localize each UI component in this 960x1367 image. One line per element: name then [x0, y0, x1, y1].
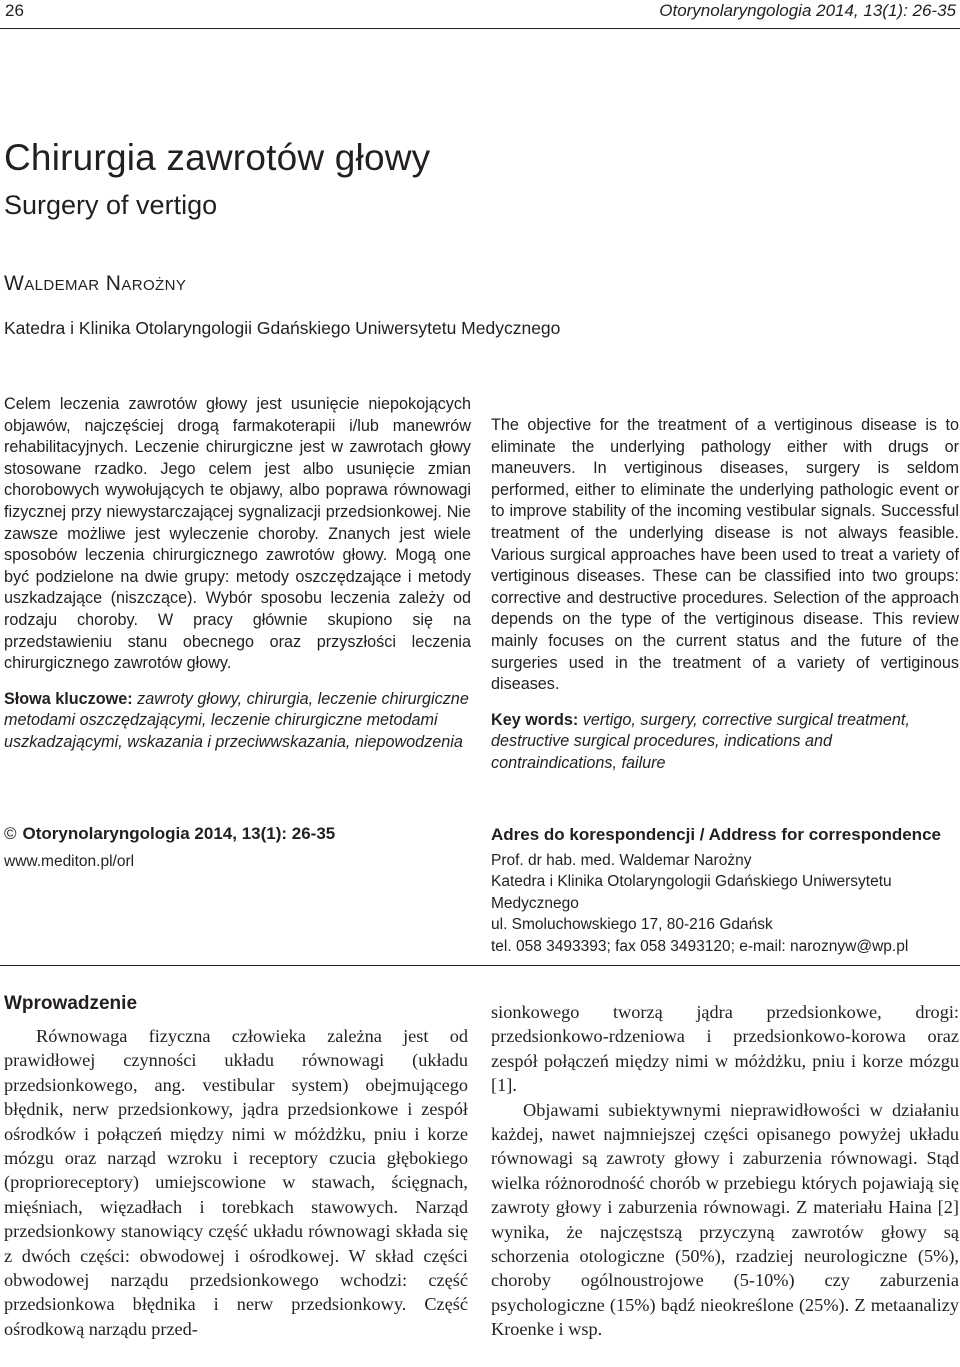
section-divider: [0, 965, 960, 966]
citation-text: Otorynolaryngologia 2014, 13(1): 26-35: [22, 824, 336, 843]
correspondence-name: Prof. dr hab. med. Waldemar Narożny: [491, 851, 752, 869]
introduction-paragraph-1: Równowaga fizyczna człowieka zależna jest od prawidłowej czynności układu równowagi (układu przedsionkowego, ang. vestibular system) obejmującego błędnik, nerw przedsionkowy, jądra przedsionkowe i zespół ośrodków i połączeń między nimi w móżdżku, pniu i korze mózgu oraz narząd wzroku i receptory czucia głębokiego (proprioreceptory) umiejscowione w stawach, ścięgnach, mięśniach, więzadłach i torebkach stawowych. Narząd przedsionkowy stanowiący część układu równowagi składa się z dwóch części: obwodowej i ośrodkowej. W skład części obwodowej narządu przedsionkowego wchodzi: część przedsionkowa błędnika i nerw przedsionkowy. Część ośrodkową narządu przed-: [4, 1026, 468, 1339]
introduction-right-column: [491, 1000, 959, 1342]
introduction-paragraph-2: Objawami subiektywnymi nieprawidłowości w działaniu każdej, nawet najmniejszej części opisanego powyżej układu równowagi są zawroty głowy i zaburzenia równowagi. Stąd wielka różnorodność chorób w przebiegu których pojawiają się zawroty głowy i zaburzenia równowagi. Z materiału Haina [2] wynika, że najczęstszą przyczyną zawrotów głowy są schorzenia otologiczne (50%), rzadziej neurologiczne (5%), choroby ogólnoustrojowe (5-10%) czy zaburzenia psychologiczne (15%) bądź nieokreślone (25%). Z metaanalizy Kroenke i wsp.: [491, 1099, 959, 1340]
keywords-english: [491, 710, 959, 775]
keywords-polish-label: Słowa kluczowe:: [4, 689, 133, 708]
correspondence-institution: Katedra i Klinika Otolaryngologii Gdańskiego Uniwersytetu Medycznego: [491, 873, 892, 912]
keywords-english-text: vertigo, surgery, corrective surgical treatment, destructive surgical procedures, indications and contraindications, failure: [491, 710, 910, 772]
introduction-left-column: [4, 1024, 468, 1341]
citation-block: [4, 824, 474, 871]
keywords-polish-text: zawroty głowy, chirurgia, leczenie chirurgiczne metodami oszczędzającymi, leczenie chirurgiczne metodami uszkadzającymi, wskazania i przeciwwskazania, niepowodzenia: [4, 689, 469, 751]
abstract-english-text: The objective for the treatment of a vertiginous disease is to eliminate the underlying pathology either with drugs or maneuvers. In vertiginous diseases, surgery is seldom performed, either to eliminate the underlying pathologic event or to improve stability of the incoming vestibular signals. Successful treatment of the underlying disease is not always feasible. Various surgical approaches have been used to treat a variety of vertiginous diseases. These can be classified into two groups: corrective and destructive procedures. Selection of the approach depends on the type of the vertiginous disease. This review mainly focuses on the current status and the future of the surgeries used in the treatment of a variety of vertiginous diseases.: [491, 416, 959, 694]
citation-line: [4, 824, 474, 844]
abstract-polish: [4, 394, 471, 754]
correspondence-street: ul. Smoluchowskiego 17, 80-216 Gdańsk: [491, 916, 773, 933]
title-english: Surgery of vertigo: [4, 190, 218, 220]
abstract-english: [491, 415, 959, 775]
keywords-english-label: Key words:: [491, 710, 579, 729]
copyright-icon: ©: [4, 824, 17, 843]
page-number: 26: [5, 1, 24, 20]
keywords-polish: [4, 689, 471, 754]
correspondence-block: [491, 824, 959, 957]
correspondence-contact: tel. 058 3493393; fax 058 3493120; e-mail: naroznyw@wp.pl: [491, 937, 909, 955]
abstract-polish-text: Celem leczenia zawrotów głowy jest usunięcie niepokojących objawów, najczęściej drogą farmakoterapii i/lub manewrów rehabilitacyjnych. Leczenie chirurgiczne jest w zawrotach głowy stosowane rzadko. Jego celem jest albo usunięcie zmian chorobowych wywołujących te objawy, albo poprawa równowagi fizycznej przy niewystarczającej sygnalizacji przedsionkowej. Nie zawsze możliwe jest wyleczenie choroby. Znanych jest wiele sposobów leczenia chirurgicznego zawrotów głowy. Mogą one być podzielone na dwie grupy: metody oszczędzające i metody uszkadzające (niszczące). Wybór sposobu leczenia zależy od rodzaju choroby. W pracy głównie skupiono się na przedstawieniu stanu obecnego oraz przyszłości leczenia chirurgicznego zawrotów głowy.: [4, 395, 471, 673]
author-affiliation: Katedra i Klinika Otolaryngologii Gdańskiego Uniwersytetu Medycznego: [4, 318, 561, 338]
title-polish: Chirurgia zawrotów głowy: [4, 137, 431, 178]
header-rule: [0, 28, 960, 29]
correspondence-heading: Adres do korespondencji / Address for correspondence: [491, 825, 941, 844]
journal-reference: Otorynolaryngologia 2014, 13(1): 26-35: [659, 1, 956, 20]
introduction-heading: Wprowadzenie: [4, 993, 138, 1014]
website-link[interactable]: www.mediton.pl/orl: [4, 853, 135, 870]
running-header: [0, 0, 960, 22]
introduction-paragraph-continued: sionkowego tworzą jądra przedsionkowe, drogi: przedsionkowo-rdzeniowa i przedsionkowo-korowa oraz zespół połączeń między nimi w móżdżku, pniu i korze mózgu [1].: [491, 1002, 959, 1096]
author-name: Waldemar Narożny: [4, 272, 187, 295]
